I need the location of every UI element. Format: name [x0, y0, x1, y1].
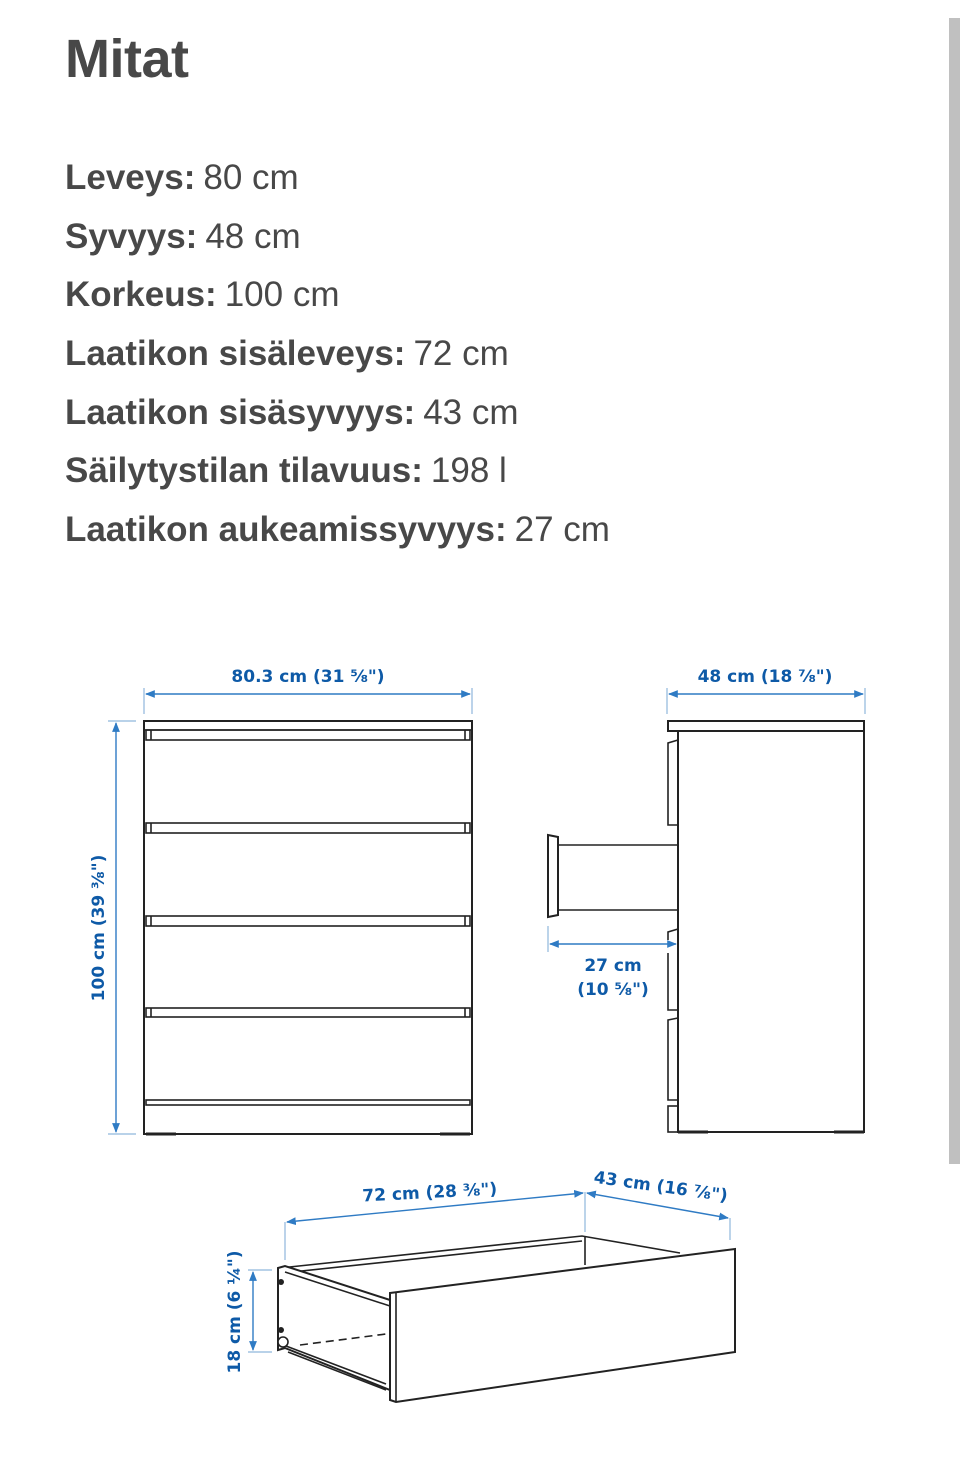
- spec-label: Syvyys:: [65, 216, 198, 256]
- spec-depth: [65, 214, 610, 273]
- spec-label: Säilytystilan tilavuus:: [65, 451, 423, 491]
- spec-label: Leveys:: [65, 158, 196, 197]
- spec-width: [65, 155, 610, 214]
- drawer-depth-label: 43 cm (16 ⅞"): [592, 1167, 729, 1207]
- spec-label: Laatikon sisäsyvyys:: [65, 392, 416, 432]
- drawer-height-label: 18 cm (6 ¼"): [225, 1250, 245, 1374]
- front-view: [89, 667, 472, 1134]
- front-height-label: 100 cm (39 ⅜"): [89, 854, 109, 1002]
- drawer-width-label: 72 cm (28 ⅜"): [361, 1179, 498, 1207]
- spec-value: 100 cm: [224, 275, 340, 315]
- spec-drawer-inner-width: [65, 331, 610, 390]
- spec-label: Laatikon sisäleveys:: [65, 334, 406, 374]
- drawer-view: [225, 1168, 735, 1402]
- side-view: [548, 667, 865, 1132]
- spec-label: Laatikon aukeamissyvyys:: [65, 510, 507, 550]
- spec-drawer-inner-depth: [65, 390, 610, 449]
- spec-storage-volume: [65, 448, 610, 507]
- dimensions-list: [65, 155, 610, 566]
- spec-value: 48 cm: [205, 216, 301, 256]
- drawer-opening-label: 27 cm: [584, 956, 642, 976]
- spec-label: Korkeus:: [65, 275, 217, 315]
- dimension-diagram: [0, 600, 960, 1470]
- front-width-label: 80.3 cm (31 ⅝"): [231, 667, 385, 687]
- spec-value: 43 cm: [423, 392, 519, 432]
- spec-drawer-opening-depth: [65, 507, 610, 566]
- page-title: Mitat: [65, 29, 189, 89]
- spec-height: [65, 272, 610, 331]
- spec-value: 80 cm: [203, 158, 299, 197]
- spec-value: 27 cm: [514, 510, 610, 550]
- drawer-opening-inch-label: (10 ⅝"): [577, 980, 649, 1000]
- spec-value: 198 l: [430, 451, 507, 491]
- spec-value: 72 cm: [413, 334, 509, 374]
- side-depth-label: 48 cm (18 ⅞"): [697, 667, 833, 687]
